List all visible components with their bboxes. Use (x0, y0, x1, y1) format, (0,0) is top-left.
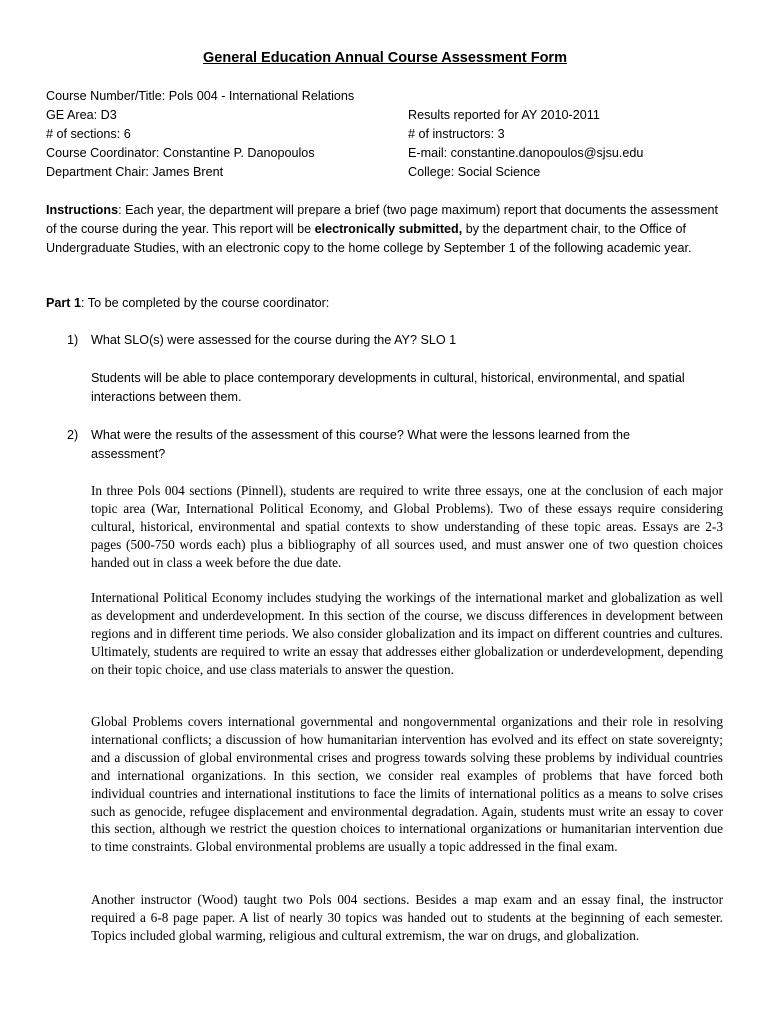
coordinator-email: E-mail: constantine.danopoulos@sjsu.edu (408, 146, 644, 160)
q2-answer-paragraph-4: Another instructor (Wood) taught two Pols 004 sections. Besides a map exam and an essay final, the instructor required a 6-8 page paper. A list of nearly 30 topics was handed out to students at the beginning of each semester. Topics included global warming, religious and cultural extremism, the war on drugs, and globalization. (91, 892, 723, 943)
q2-number: 2) (67, 428, 79, 442)
q2-answer-paragraph-1: In three Pols 004 sections (Pinnell), students are required to write three essays, one at the conclusion of each major topic area (War, International Political Economy, and Global Problems). Two of these essays require considering cultural, historical, environmental and spatial contexts to show understanding of these topic areas. Essays are 2-3 pages (500-750 words each) plus a bibliography of all sources used, and must answer one of two question choices handed out in class a week before the due date. (91, 483, 723, 570)
ge-area: GE Area: D3 (46, 108, 117, 122)
results-year: Results reported for AY 2010-2011 (408, 108, 600, 122)
department-chair: Department Chair: James Brent (46, 165, 224, 179)
form-title: General Education Annual Course Assessment Form (203, 50, 567, 66)
instructions-text-1: : Each year, the department will prepare a brief (two page maximum) report that documents the assessment of the course during the year. This report will be (46, 203, 718, 236)
q1-question: What SLO(s) were assessed for the course during the AY? SLO 1 (91, 333, 457, 347)
course-coordinator: Course Coordinator: Constantine P. Danopoulos (46, 146, 315, 160)
part1-text: : To be completed by the course coordinator: (81, 296, 330, 310)
sections-count: # of sections: 6 (46, 127, 131, 141)
q2-answer-paragraph-2: International Political Economy includes studying the workings of the international market and globalization as well as development and underdevelopment. In this section of the course, we discuss differences in development between regions and in different time periods. We also consider globalization and its impact on different countries and cultures. Ultimately, students are required to write an essay that addresses either globalization or underdevelopment, depending on their topic choice, and use class materials to answer the question. (91, 590, 723, 677)
q1-answer: Students will be able to place contemporary developments in cultural, historical, environmental, and spatial interactions between them. (91, 371, 685, 404)
part1-label: Part 1 (46, 296, 82, 310)
q2-answer-paragraph-3: Global Problems covers international governmental and nongovernmental organizations and their role in resolving international conflicts; a discussion of how humanitarian intervention has evolved and its effect on state sovereignty; and a discussion of global environmental crises and progress towards solving these problems by individual countries and international organizations. In this section, we consider real examples of problems that have forced both individual countries and international institutions to face the limits of international politics as a means to solve crises such as genocide, refugee displacement and environmental degradation. Again, students must write an essay to cover this section, although we restrict the question choices to international organizations or humanitarian intervention due to time constraints. Global environmental problems are usually a topic addressed in the final exam. (91, 714, 723, 855)
instructions-text-2: by the department chair, to the Office of Undergraduate Studies, with an electronic copy to the home college by September 1 of the following academic year. (46, 222, 692, 255)
instructions-paragraph (46, 201, 724, 258)
instructors-count: # of instructors: 3 (408, 127, 505, 141)
college: College: Social Science (408, 165, 541, 179)
course-title: Course Number/Title: Pols 004 - International Relations (46, 89, 355, 103)
q2-question: What were the results of the assessment of this course? What were the lessons learned from the assessment? (91, 428, 630, 461)
part1-heading (46, 294, 329, 313)
instructions-bold: electronically submitted, (314, 222, 463, 236)
instructions-label: Instructions (46, 203, 119, 217)
q1-number: 1) (67, 333, 79, 347)
